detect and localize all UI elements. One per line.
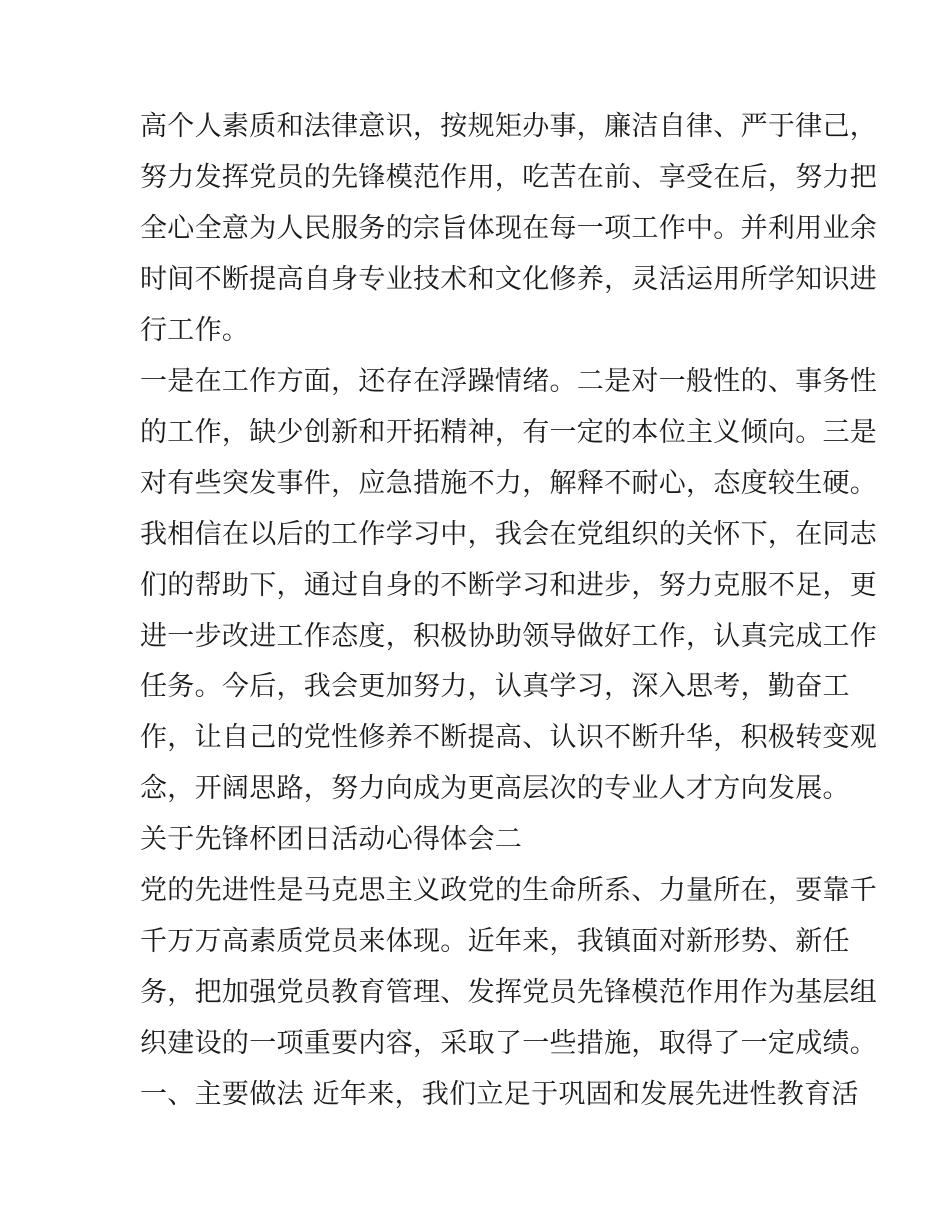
text-line: 务，把加强党员教育管理、发挥党员先锋模范作用作为基层组	[140, 977, 878, 1009]
text-line: 千万万高素质党员来体现。近年来，我镇面对新形势、新任	[140, 926, 850, 958]
text-line: 努力发挥党员的先锋模范作用，吃苦在前、享受在后，努力把	[140, 161, 878, 193]
text-line: 进一步改进工作态度，积极协助领导做好工作，认真完成工作	[140, 620, 878, 652]
section-heading: 关于先锋杯团日活动心得体会二	[140, 824, 523, 856]
text-line: 们的帮助下，通过自身的不断学习和进步，努力克服不足，更	[140, 569, 878, 601]
text-line: 时间不断提高自身专业技术和文化修养，灵活运用所学知识进	[140, 263, 878, 295]
text-line: 任务。今后，我会更加努力，认真学习，深入思考，勤奋工	[140, 671, 850, 703]
text-line: 念，开阔思路，努力向成为更高层次的专业人才方向发展。	[140, 773, 850, 805]
text-line: 作，让自己的党性修养不断提高、认识不断升华，积极转变观	[140, 722, 878, 754]
text-line: 行工作。	[140, 314, 250, 346]
text-line: 的工作，缺少创新和开拓精神，有一定的本位主义倾向。三是	[140, 416, 878, 448]
text-line: 全心全意为人民服务的宗旨体现在每一项工作中。并利用业余	[140, 212, 878, 244]
text-line: 织建设的一项重要内容，采取了一些措施，取得了一定成绩。	[140, 1028, 878, 1060]
text-line: 一、主要做法 近年来，我们立足于巩固和发展先进性教育活	[140, 1079, 859, 1111]
text-line: 我相信在以后的工作学习中，我会在党组织的关怀下，在同志	[140, 518, 878, 550]
text-line: 党的先进性是马克思主义政党的生命所系、力量所在，要靠千	[140, 875, 878, 907]
text-line: 对有些突发事件，应急措施不力，解释不耐心，态度较生硬。	[140, 467, 878, 499]
text-line: 高个人素质和法律意识，按规矩办事，廉洁自律、严于律己，	[140, 111, 878, 142]
text-line: 一是在工作方面，还存在浮躁情绪。二是对一般性的、事务性	[140, 365, 878, 397]
